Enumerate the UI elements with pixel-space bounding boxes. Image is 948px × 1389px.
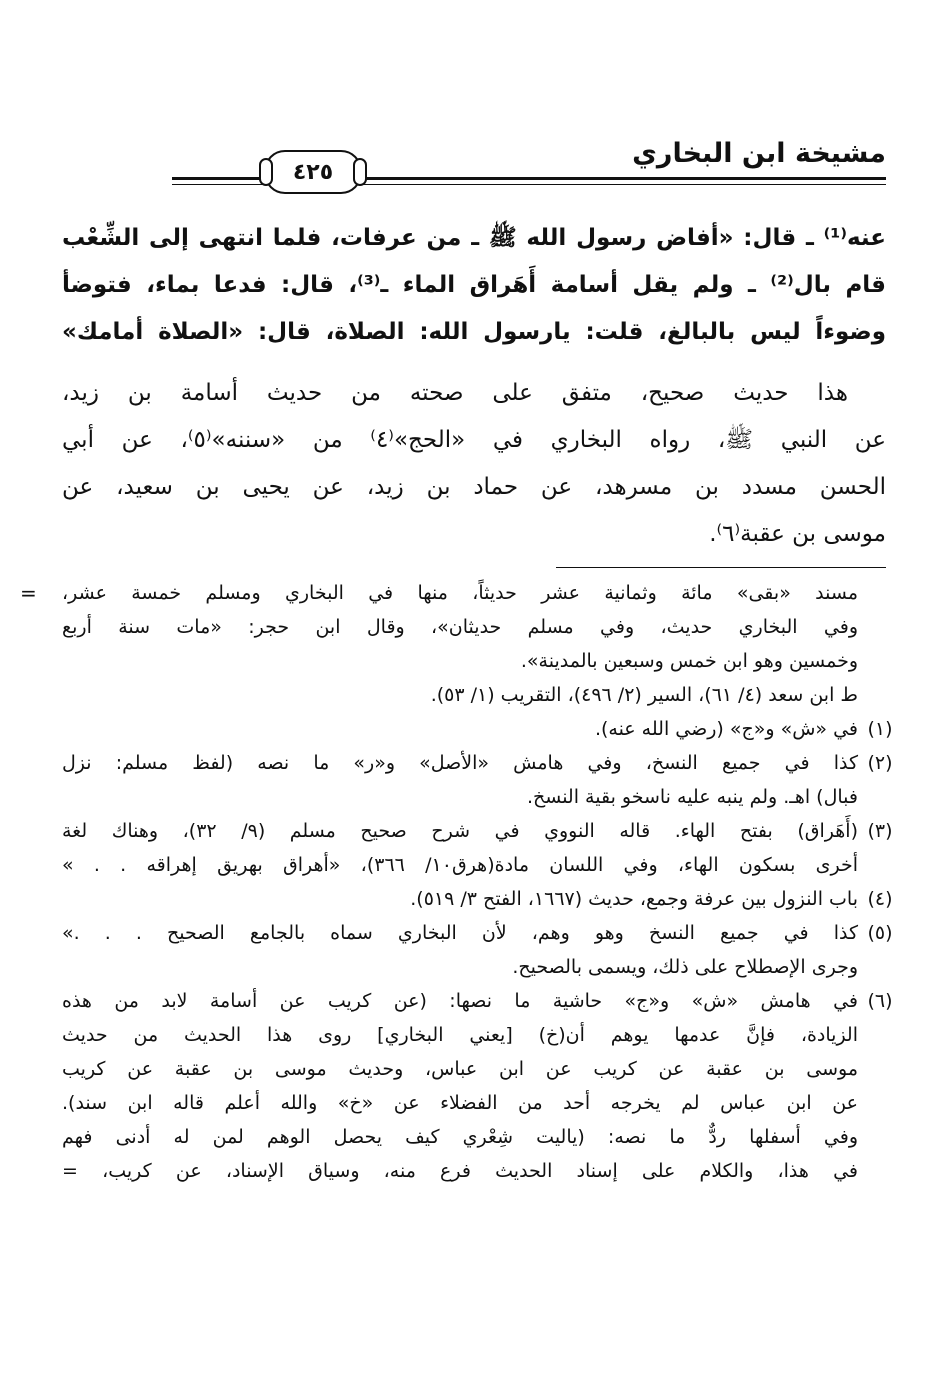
footnote-number: (٢): [867, 752, 893, 774]
footnote-line: [62, 746, 893, 780]
footnote-text: باب النزول بين عرفة وجمع، حديث (١٦٦٧، الفتح ٣/ ٥١٩).: [410, 888, 858, 910]
footnote-line: [62, 678, 886, 712]
footnote-line: [62, 1086, 886, 1120]
footnote-line: [62, 610, 886, 644]
main-line: الحسن مسدد بن مسرهد، عن حماد بن زيد، عن يحيى بن سعيد، عن: [62, 474, 886, 500]
footnote-line: [62, 814, 893, 848]
footnote-line: [62, 1154, 886, 1188]
footnote-text: الزيادة، فإنَّ عدمها يوهم أن(خ) [يعني البخاري] روى هذا الحديث من حديث: [62, 1024, 858, 1046]
footnote-text: كذا في جميع النسخ وهو وهم، لأن البخاري سماه بالجامع الصحيح . . .»: [62, 922, 858, 944]
paragraph-gap: [62, 356, 886, 370]
footnote-line: [62, 848, 886, 882]
footnote-text: ط ابن سعد (٤/ ٦١)، السير (٢/ ٤٩٦)، التقريب (١/ ٥٣).: [430, 684, 858, 706]
footnote-line: [62, 1052, 886, 1086]
main-line: عن النبي ﷺ، رواه البخاري في «الحج»⁽٤⁾ من «سننه»⁽٥⁾، عن أبي: [62, 427, 887, 453]
footnote-line: [62, 950, 886, 984]
footnote-line: [62, 644, 886, 678]
footnote-text: وفي أسفلها ردٌّ ما نصه: (ياليت شِعْري كيف يحصل الوهم لمن له أدنى فهم: [62, 1126, 858, 1148]
footnote-text: فبال) اهـ. ولم ينبه عليه ناسخو بقية النسخ.: [526, 786, 858, 808]
footnotes-block: [20, 576, 893, 1188]
footnote-line: [20, 576, 886, 610]
footnote-text: في «ش» و«ج» (رضي الله عنه).: [594, 718, 858, 740]
footnote-text: في هذا، والكلام على إسناد الحديث فرع منه، وسياق الإسناد، عن كريب، =: [62, 1160, 858, 1182]
running-header-title: مشيخة ابن البخاري: [632, 138, 886, 169]
main-line: عنه⁽¹⁾ ـ قال: «أفاض رسول الله ﷺ ـ من عرفات، فلما انتهى إلى الشِّعْب: [62, 225, 886, 251]
footnote-line: [62, 780, 886, 814]
main-line: قام بال⁽²⁾ ـ ولم يقل أسامة أَهَراق الماء ـ⁽³⁾، قال: فدعا بماء، فتوضأ: [62, 272, 886, 298]
footnote-text: عن ابن عباس لم يخرجه أحد من الفضلاء عن «خ» والله أعلم قاله ابن سند).: [62, 1092, 858, 1114]
footnote-text: وجرى الإصطلاح على ذلك، ويسمى بالصحيح.: [512, 956, 858, 978]
main-text-block: [62, 215, 886, 558]
footnote-line: [62, 1120, 886, 1154]
footnote-number: (٥): [867, 922, 893, 944]
footnote-text: في هامش «ش» و«ج» حاشية ما نصها: (عن كريب عن أسامة لابد من هذه: [62, 990, 858, 1012]
footnote-text: موسى بن عقبة عن كريب عن ابن عباس، وحديث موسى بن عقبة عن كريب: [62, 1058, 858, 1080]
footnote-line: [62, 916, 893, 950]
footnote-text: (أَهَراق) بفتح الهاء. قاله النووي في شرح صحيح مسلم (٩/ ٣٢)، وهناك لغة: [62, 820, 858, 842]
footnote-number: (٣): [867, 820, 893, 842]
main-line: هذا حديث صحيح، متفق على صحته من حديث أسامة بن زيد،: [62, 380, 848, 406]
main-line: وضوءاً ليس بالبالغ، قلت: يارسول الله: الصلاة، قال: «الصلاة أمامك»: [62, 319, 886, 345]
footnote-line: [62, 882, 893, 916]
footnote-line: [62, 712, 893, 746]
footnote-text: أخرى بسكون الهاء، وفي اللسان مادة(هرق١٠/ ٣٦٦)، «أهراق بهريق إهراقه . . »: [62, 854, 858, 876]
footnote-text: وخمسين وهو ابن خمس وسبعين بالمدينة».: [520, 650, 858, 672]
continuation-mark: =: [20, 581, 37, 605]
footnote-number: (١): [867, 718, 893, 740]
footnote-separator: [556, 567, 886, 568]
page-number: ٤٢٥: [292, 159, 334, 185]
footnote-line: [62, 984, 893, 1018]
footnote-line: [62, 1018, 886, 1052]
main-line: موسى بن عقبة⁽٦⁾.: [709, 521, 886, 547]
footnote-number: (٤): [867, 888, 893, 910]
footnote-text: مسند «بقى» مائة وثمانية عشر حديثاً، منها في البخاري ومسلم خمسة عشر،: [62, 582, 858, 604]
footnote-number: (٦): [867, 990, 893, 1012]
footnote-text: وفي البخاري حديث، وفي مسلم حديثان»، وقال ابن حجر: «مات سنة أربع: [62, 616, 858, 638]
page-number-badge: [264, 150, 362, 194]
footnote-text: كذا في جميع النسخ، وفي هامش «الأصل» و«ر» ما نصه (لفظ مسلم: نزل: [62, 752, 858, 774]
